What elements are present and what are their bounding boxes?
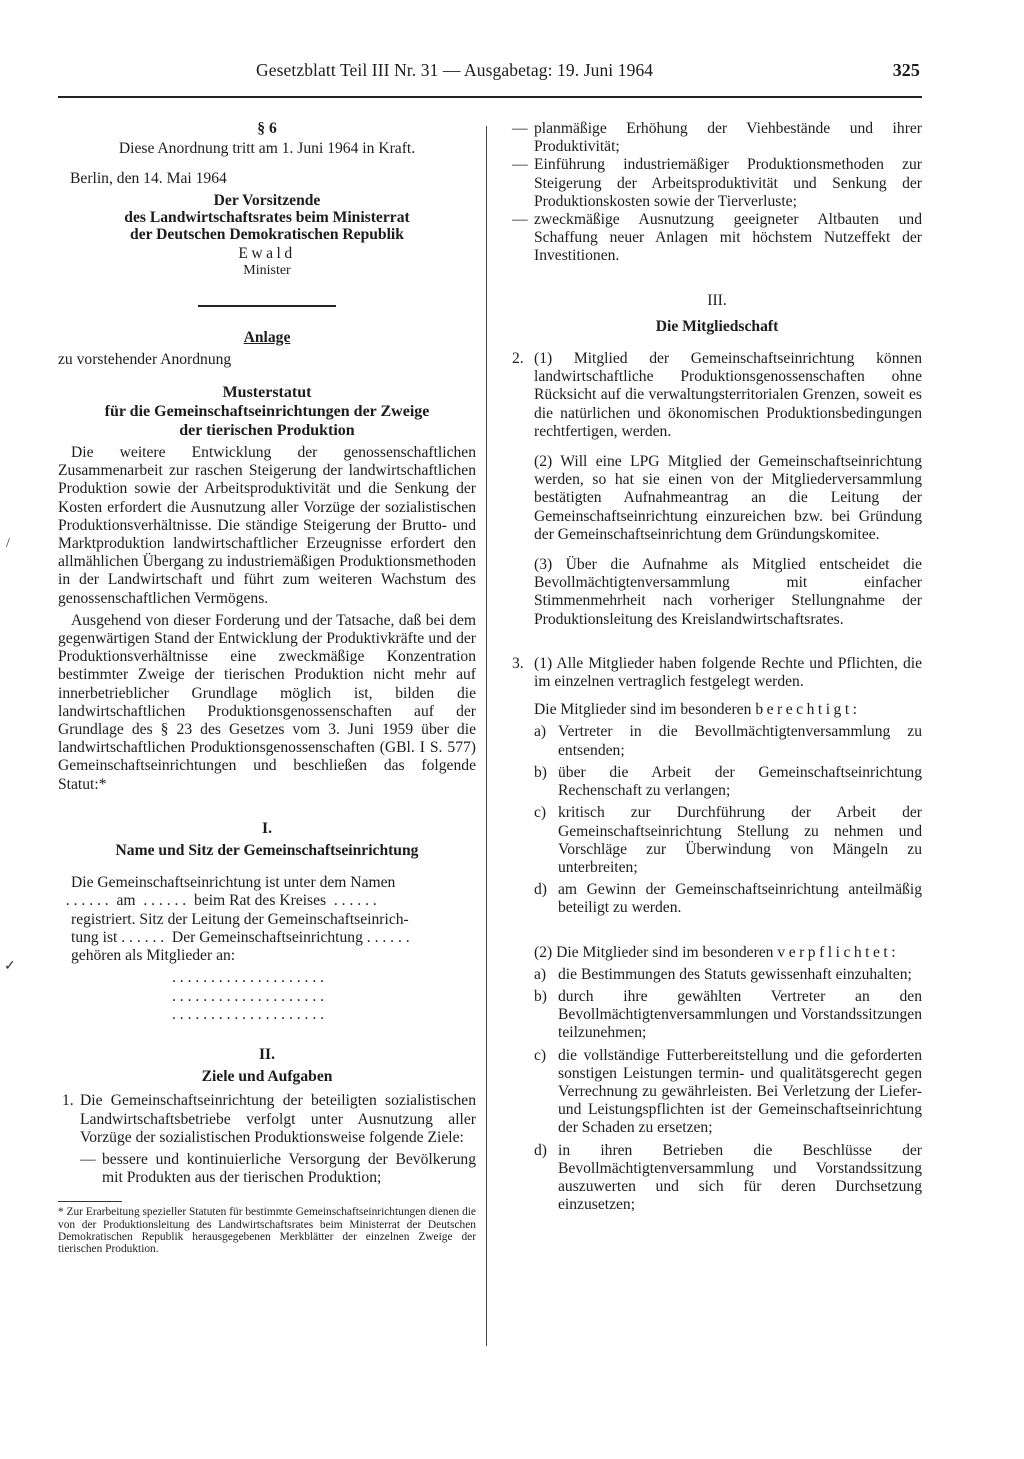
dash-item (512, 156, 922, 211)
part-number: II. (258, 1045, 276, 1063)
list-letter: d) (534, 881, 547, 899)
list-letter: d) (534, 1141, 547, 1159)
item-number: 3. (512, 654, 524, 672)
preamble-paragraph: Die weitere Entwicklung der genossenschaftlichen Zusammenarbeit zur raschen Steigerung der landwirtschaftlichen Produktion sowie der Arbeitsproduktivität und die Senkung der Kosten erfordert die Ausnutzung aller Vorzüge der sozialistischen Produktionsverhältnisse. Die ständige Steigerung der Brutto- und Marktproduktion landwirtschaftlicher Erzeugnisse erfordert den allmählichen Übergang zu industriemäßigen Produktionsmethoden in der Landwirtschaft und führt zum weiteren Wachstum des genossenschaftlichen Vermögens. (58, 444, 476, 607)
signature-block (58, 192, 476, 279)
list-text: kritisch zur Durchführung der Arbeit der Gemeinschaftseinrichtung Stellung zu nehmen und Vorschläge zur Überwindung von Mängeln zu unterbreiten; (558, 804, 922, 876)
part-title: Name und Sitz der Gemeinschaftseinrichtung (115, 842, 419, 860)
rights-keyword: berechtigt: (755, 701, 861, 719)
preamble-paragraph: Ausgehend von dieser Forderung und der Tatsache, daß bei dem gegenwärtigen Stand der Entwicklung der Produktivkräfte und der Produktionsverhältnisse eine zweckmäßige Konzentration bestimmter Zweige der tierischen Produktion nicht mehr auf innerbetrieblicher Grundlage möglich ist, bilden die landwirtschaftlichen Produktionsgenossenschaften auf der Grundlage des § 23 des Gesetzes vom 3. Juni 1959 über die landwirtschaftlichen Produktionsgenossenschaften (GBl. I S. 577) Gemeinschaftseinrichtungen und beschließen das folgende Statut:* (58, 611, 476, 793)
anlage-title: Anlage (243, 328, 291, 346)
part-title: Die Mitgliedschaft (655, 317, 779, 335)
list-letter: a) (534, 723, 547, 741)
signer-line: Der Vorsitzende (213, 191, 321, 209)
registration-line: . . . . . . am . . . . . . beim Rat des Kreises . . . . . . (58, 892, 377, 910)
part-title: Ziele und Aufgaben (201, 1068, 333, 1086)
duties-intro-text: (2) Die Mitglieder sind im besonderen (534, 943, 774, 961)
right-column (512, 120, 922, 1214)
section-text: Diese Anordnung tritt am 1. Juni 1964 in Kraft. (118, 140, 416, 158)
list-text: in ihren Betrieben die Beschlüsse der Bevollmächtigtenversammlung und Vorstandssitzung auszuwerten und sich für deren Durchsetzung einzusetzen; (558, 1141, 922, 1214)
dash-mark: — (512, 156, 528, 174)
signer-name: Ewald (238, 244, 296, 262)
part-number: I. (262, 819, 272, 837)
list-text: am Gewinn der Gemeinschaftseinrichtung anteilmäßig beteiligt zu werden. (558, 881, 922, 917)
rights-intro (512, 701, 922, 719)
item-paragraph: (1) Alle Mitglieder haben folgende Rechte und Pflichten, die im einzelnen vertraglich festgelegt werden. (534, 654, 922, 691)
numbered-item (512, 350, 922, 441)
registration-line: registriert. Sitz der Leitung der Gemeinschaftseinrich- (71, 910, 409, 928)
page-header (58, 60, 920, 84)
dash-mark: — (512, 211, 528, 229)
numbered-item (512, 655, 922, 691)
list-item (534, 1047, 922, 1138)
registration-line: tung ist . . . . . . Der Gemeinschaftseinrichtung . . . . . . (71, 928, 410, 946)
numbered-item (58, 1092, 476, 1147)
list-letter: b) (534, 763, 547, 781)
dash-item (512, 211, 922, 266)
dash-mark: — (80, 1150, 96, 1168)
header-rule (58, 96, 922, 98)
date-line: Berlin, den 14. Mai 1964 (70, 170, 227, 188)
margin-mark: ✓ (4, 959, 16, 974)
signer-line: des Landwirtschaftsrates beim Ministerrat (124, 208, 410, 226)
item-text: Die Gemeinschaftseinrichtung der beteiligten sozialistischen Landwirtschaftsbetriebe verfolgt unter Ausnutzung aller Vorzüge der sozialistischen Produktionsweise folgende Ziele: (80, 1092, 476, 1146)
duties-list (512, 966, 922, 1215)
list-letter: a) (534, 965, 547, 983)
list-item (534, 966, 922, 984)
dash-mark: — (512, 120, 528, 137)
member-list-placeholder (58, 969, 476, 1024)
anlage-subtitle: zu vorstehender Anordnung (58, 350, 232, 368)
dash-text: planmäßige Erhöhung der Viehbestände und ihrer Produktivität; (534, 120, 922, 156)
item-number: 1. (62, 1092, 74, 1110)
rights-intro-text: Die Mitglieder sind im besonderen (534, 701, 752, 719)
list-text: die Bestimmungen des Statuts gewissenhaft einzuhalten; (558, 965, 912, 983)
registration-line: Die Gemeinschaftseinrichtung ist unter dem Namen (71, 874, 396, 892)
margin-mark: / (6, 536, 10, 551)
list-item (534, 764, 922, 800)
section-heading: § 6 (257, 120, 277, 137)
signer-role: Minister (243, 262, 291, 278)
item-paragraph: (1) Mitglied der Gemeinschaftseinrichtung können landwirtschaftliche Produktionsgenossenschaften ohne Rücksicht auf die verwaltungsterritorialen Grenzen, soweit es die natürlichen und ökonomischen Produktionsbedingungen rechtfertigen, werden. (534, 350, 922, 440)
registration-line: gehören als Mitglieder an: (71, 947, 236, 965)
list-letter: b) (534, 987, 547, 1005)
item-number: 2. (512, 350, 524, 368)
title-line: für die Gemeinschaftseinrichtungen der Zweige (104, 403, 430, 421)
list-item (534, 988, 922, 1043)
registration-block (58, 874, 476, 965)
duties-keyword: verpflichtet: (777, 943, 900, 961)
footnote-rule (58, 1201, 122, 1202)
left-column (58, 120, 476, 1255)
list-letter: c) (534, 1046, 547, 1064)
list-item (534, 804, 922, 877)
header-title: Gesetzblatt Teil III Nr. 31 — Ausgabetag: 19. Juni 1964 (256, 60, 654, 80)
rights-list (512, 723, 922, 917)
dash-item (80, 1151, 476, 1187)
item-paragraph: (3) Über die Aufnahme als Mitglied entscheidet die Bevollmächtigtenversammlung mit einfacher Stimmenmehrheit nach vorheriger Stellungnahme der Produktionsleitung des Kreislandwirtschaftsrates. (534, 556, 922, 628)
part-number: III. (707, 291, 727, 309)
item-paragraph: (2) Will eine LPG Mitglied der Gemeinschaftseinrichtung werden, so hat sie einen von der Mitgliederversammlung bestätigten Aufnahmeantrag an die Leitung der Gemeinschaftseinrichtung einzureichen bzw. bei Gründung der Gemeinschaftseinrichtung dem Gründungskomitee. (534, 453, 922, 543)
footnote: * Zur Erarbeitung spezieller Statuten für bestimmte Gemeinschaftseinrichtungen dienen die von der Produktionsleitung des Landwirtschaftsrates beim Ministerrat der Deutschen Demokratischen Republik herausgegebenen Merkblätter der einzelnen Zweige der tierischen Produktion. (58, 1206, 476, 1255)
list-letter: c) (534, 804, 547, 822)
list-text: Vertreter in die Bevollmächtigtenversammlung zu entsenden; (558, 723, 922, 759)
list-text: durch ihre gewählten Vertreter an den Bevollmächtigtenversammlungen und Vorstandssitzungen teilzunehmen; (558, 987, 922, 1042)
duties-intro (512, 944, 922, 962)
column-divider (486, 126, 487, 1346)
dash-text: zweckmäßige Ausnutzung geeigneter Altbauten und Schaffung neuer Anlagen mit höchstem Nutzeffekt der Investitionen. (534, 211, 922, 265)
page-number: 325 (892, 60, 920, 80)
member-dot-line: . . . . . . . . . . . . . . . . . . . . (172, 1005, 325, 1023)
title-line: der tierischen Produktion (179, 422, 355, 440)
dash-text: bessere und kontinuierliche Versorgung der Bevölkerung mit Produkten aus der tierischen Produktion; (102, 1150, 476, 1187)
list-text: über die Arbeit der Gemeinschaftseinrichtung Rechenschaft zu verlangen; (558, 763, 922, 800)
dash-item (512, 120, 922, 156)
title-line: Musterstatut (222, 384, 312, 402)
signer-line: der Deutschen Demokratischen Republik (130, 225, 404, 243)
list-item (534, 723, 922, 759)
dash-text: Einführung industriemäßiger Produktionsmethoden zur Steigerung der Arbeitsproduktivität und Senkung der Produktionskosten sowie der Tierverluste; (534, 156, 922, 210)
member-dot-line: . . . . . . . . . . . . . . . . . . . . (172, 987, 325, 1005)
list-item (534, 1142, 922, 1215)
list-text: die vollständige Futterbereitstellung und die geforderten sonstigen Leistungen termin- und qualitätsgerecht gegen Verrechnung zu gewährleisten. Bei Verletzung der Liefer- und Leistungspflichten ist der Gemeinschaftseinrichtung der Schaden zu ersetzen; (558, 1046, 922, 1137)
document-title (58, 383, 476, 440)
section-rule (198, 305, 336, 307)
list-item (534, 881, 922, 917)
member-dot-line: . . . . . . . . . . . . . . . . . . . . (172, 969, 325, 987)
